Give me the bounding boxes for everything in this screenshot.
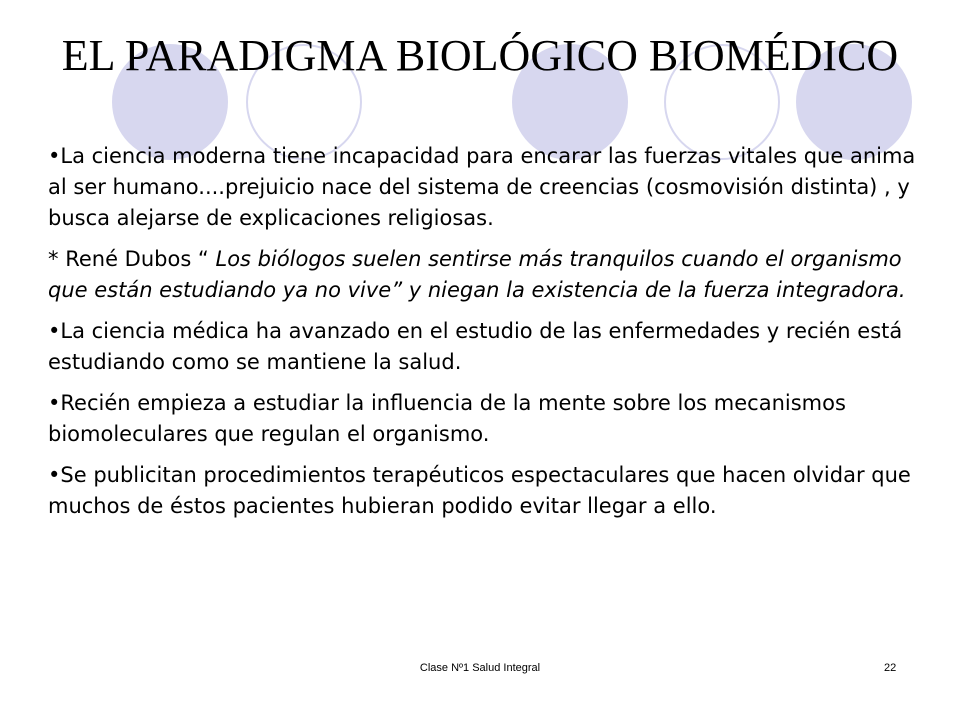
asterisk-marker: * [48, 247, 66, 271]
bullet-marker: • [48, 319, 61, 343]
bullet-marker: • [48, 391, 61, 415]
quote-text: Los biólogos suelen sentirse más tranquilos cuando el organismo que están estudiando ya no vive” y niegan la existencia de la fuerza integradora. [48, 247, 906, 302]
paragraph-text: Recién empieza a estudiar la influencia de la mente sobre los mecanismos biomoleculares que regulan el organismo. [48, 391, 846, 446]
bullet-marker: • [48, 463, 61, 487]
bullet-paragraph-4 [48, 388, 918, 450]
footer-text: Clase Nº1 Salud Integral [419, 662, 541, 674]
slide-body [48, 141, 918, 532]
paragraph-text: Se publicitan procedimientos terapéuticos espectaculares que hacen olvidar que muchos de éstos pacientes hubieran podido evitar llegar a ello. [48, 463, 911, 518]
bullet-paragraph-1 [48, 141, 918, 234]
slide-title: EL PARADIGMA BIOLÓGICO BIOMÉDICO [61, 31, 899, 80]
paragraph-text: La ciencia moderna tiene incapacidad para encarar las fuerzas vitales que anima al ser humano....prejuicio nace del sistema de creencias (cosmovisión distinta) , y busca alejarse de explicaciones religiosas. [48, 144, 916, 230]
quote-paragraph [48, 244, 918, 306]
paragraph-text: La ciencia médica ha avanzado en el estudio de las enfermedades y recién está estudiando como se mantiene la salud. [48, 319, 903, 374]
bullet-paragraph-3 [48, 316, 918, 378]
bullet-marker: • [48, 144, 61, 168]
quote-attribution: René Dubos “ [65, 247, 216, 271]
bullet-paragraph-5 [48, 460, 918, 522]
page-number: 22 [884, 662, 897, 674]
